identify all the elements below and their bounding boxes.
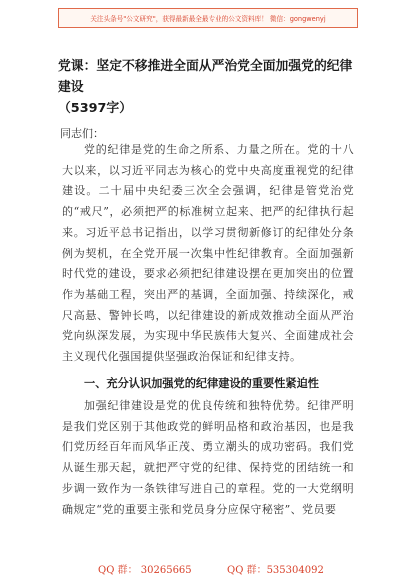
- title-text: 党课：坚定不移推进全面从严治党全面加强党的纪律建设: [58, 59, 353, 95]
- section-heading: 一、充分认识加强党的纪律建设的重要性紧迫性: [84, 377, 319, 390]
- salutation: 同志们：: [60, 127, 104, 140]
- footer-qq-group-2: QQ 群：535304092: [227, 565, 324, 576]
- header-banner-text: 关注头条号"公文研究"，获得最新最全最专业的公文资料库！ 微信：gongwenyj: [90, 15, 326, 23]
- paragraph-1: 党的纪律是党的生命之所系、力量之所在。党的十八大以来，以习近平同志为核心的党中央高度重视党的纪律建设。二十届中央纪委三次全会强调，纪律是管党治党的“戒尺”，必须把严的标准树立起来、把严的纪律执行起来。习近平总书记指出，以学习贯彻新修订的纪律处分条例为契机，在全党开展一次集中性纪律教育。全面加强新时代党的建设，要求必须把纪律建设摆在更加突出的位置作为基础工程，突出严的基调，全面加强、持续深化，戒尺高悬、警钟长鸣，以纪律建设的新成效推动全面从严治党向纵深发展，为实现中华民族伟大复兴、全面建成社会主义现代化强国提供坚强政治保证和纪律支持。: [62, 143, 354, 364]
- word-count: （5397字）: [58, 101, 133, 116]
- header-banner: [58, 8, 358, 28]
- footer-qq-group-1: QQ 群： 30265665: [98, 565, 192, 576]
- footer: [0, 561, 408, 575]
- paragraph-2: 加强纪律建设是党的优良传统和独特优势。纪律严明是我们党区别于其他政党的鲜明品格和政治基因，也是我们党历经百年而风华正茂、勇立潮头的成功密码。我们党从诞生那天起，就把严守党的纪律、保持党的团结统一和步调一致作为一条铁律写进自己的章程。党的一大党纲明确规定“党的重要主张和党员身分应保守秘密”、党员要: [62, 399, 354, 516]
- document-title: [58, 56, 358, 119]
